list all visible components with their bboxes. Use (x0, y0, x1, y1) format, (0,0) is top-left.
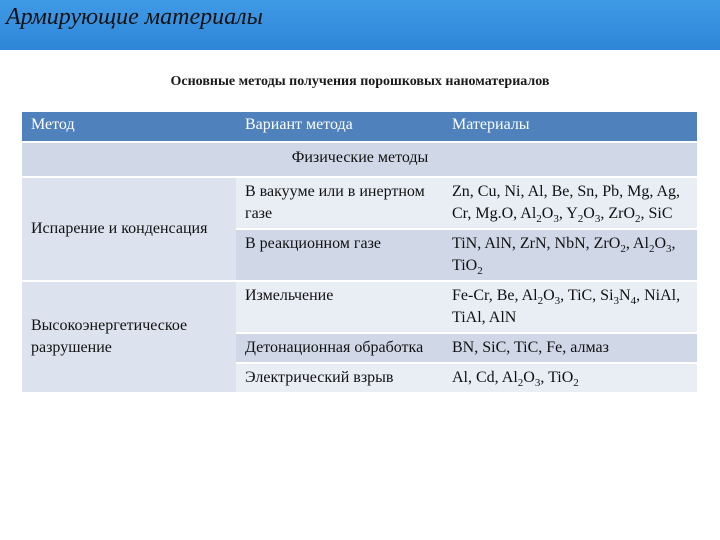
slide-title: Армирующие материалы (6, 4, 263, 30)
section-row (22, 142, 697, 177)
table-caption: Основные методы получения порошковых наноматериалов (170, 74, 550, 89)
materials-cell: Zn, Cu, Ni, Al, Be, Sn, Pb, Mg, Ag, Cr, Mg.O, $Al_2O_3$, $Y_2O_3$, ZrO$_2$, SiC (443, 177, 697, 229)
table-row (22, 281, 697, 333)
header-row (22, 112, 697, 142)
materials-cell: Fe-Cr, Be, $Al_2O_3$, TiC, $Si_3N_4$, NiAl, TiAl, AlN (443, 281, 697, 333)
header-method: Метод (22, 112, 236, 142)
variant-cell: Измельчение (236, 281, 443, 333)
materials-cell: TiN, AlN, ZrN, NbN, ZrO$_2$, $Al_2O_3$, TiO$_2$ (443, 229, 697, 281)
method-cell: Высокоэнергетическое разрушение (22, 281, 236, 393)
variant-cell: В реакционном газе (236, 229, 443, 281)
variant-cell: Электрический взрыв (236, 363, 443, 393)
methods-table (22, 112, 697, 394)
section-label: Физические методы (22, 142, 697, 177)
materials-cell: BN, SiC, TiC, Fe, алмаз (443, 333, 697, 363)
materials-cell: Al, Cd, $Al_2O_3$, TiO$_2$ (443, 363, 697, 393)
method-cell: Испарение и конденсация (22, 177, 236, 281)
header-materials: Материалы (443, 112, 697, 142)
variant-cell: Детонационная обработка (236, 333, 443, 363)
variant-cell: В вакууме или в инертном газе (236, 177, 443, 229)
title-bar (0, 0, 720, 50)
header-variant: Вариант метода (236, 112, 443, 142)
table-row (22, 177, 697, 229)
